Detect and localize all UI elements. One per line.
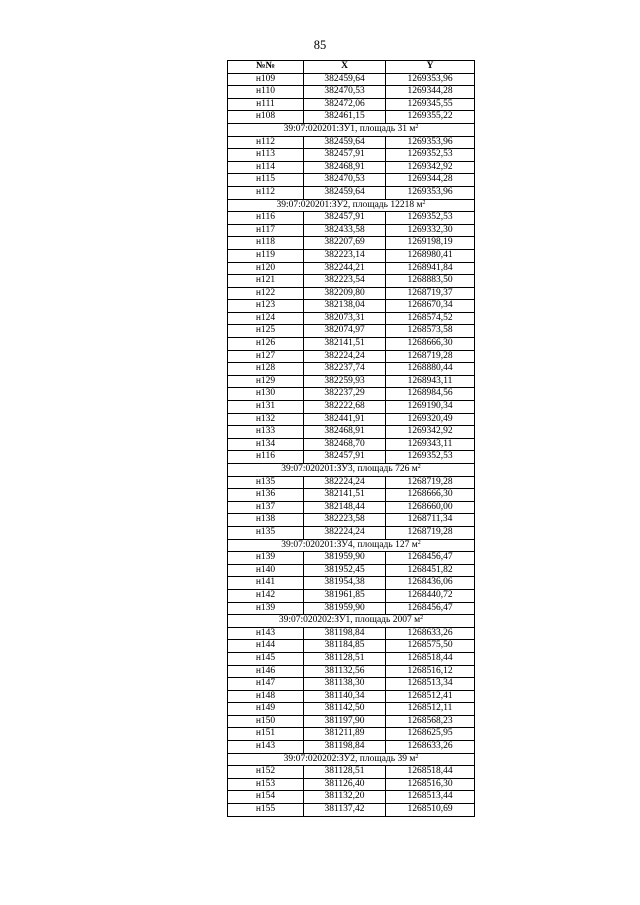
point-id-cell: н143: [228, 741, 304, 754]
point-id-cell: н109: [228, 73, 304, 86]
y-coordinate-cell: 1269343,11: [386, 438, 475, 451]
x-coordinate-cell: 382472,06: [304, 98, 386, 111]
table-row: [228, 149, 475, 162]
table-row: [228, 186, 475, 199]
point-id-cell: н127: [228, 350, 304, 363]
section-header-row: [228, 615, 475, 628]
x-coordinate-cell: 381184,85: [304, 640, 386, 653]
y-coordinate-cell: 1268440,72: [386, 589, 475, 602]
point-id-cell: н129: [228, 375, 304, 388]
point-id-cell: н146: [228, 665, 304, 678]
y-coordinate-cell: 1268516,30: [386, 778, 475, 791]
table-row: [228, 363, 475, 376]
point-id-cell: н114: [228, 161, 304, 174]
x-coordinate-cell: 381954,38: [304, 577, 386, 590]
parcel-section-label: [228, 123, 475, 136]
table-row: [228, 741, 475, 754]
table-row: [228, 212, 475, 225]
x-coordinate-cell: 382244,21: [304, 262, 386, 275]
point-id-cell: н122: [228, 287, 304, 300]
x-coordinate-cell: 382207,69: [304, 237, 386, 250]
table-row: [228, 552, 475, 565]
point-id-cell: н133: [228, 426, 304, 439]
x-coordinate-cell: 382148,44: [304, 501, 386, 514]
parcel-section-label: [228, 615, 475, 628]
y-coordinate-cell: 1269355,22: [386, 111, 475, 124]
x-coordinate-cell: 381197,90: [304, 715, 386, 728]
y-coordinate-cell: 1269320,49: [386, 413, 475, 426]
x-coordinate-cell: 382468,70: [304, 438, 386, 451]
table-row: [228, 98, 475, 111]
x-coordinate-cell: 382459,64: [304, 136, 386, 149]
table-row: [228, 438, 475, 451]
x-coordinate-cell: 382209,80: [304, 287, 386, 300]
x-coordinate-cell: 381137,42: [304, 804, 386, 817]
point-id-cell: н113: [228, 149, 304, 162]
y-coordinate-cell: 1269342,92: [386, 161, 475, 174]
y-coordinate-cell: 1269345,55: [386, 98, 475, 111]
x-coordinate-cell: 382073,31: [304, 312, 386, 325]
x-coordinate-cell: 381132,56: [304, 665, 386, 678]
y-coordinate-cell: 1268941,84: [386, 262, 475, 275]
y-coordinate-cell: 1269353,96: [386, 73, 475, 86]
x-coordinate-cell: 382223,14: [304, 249, 386, 262]
point-id-cell: н128: [228, 363, 304, 376]
y-coordinate-cell: 1268984,56: [386, 388, 475, 401]
y-coordinate-cell: 1268711,34: [386, 514, 475, 527]
y-coordinate-cell: 1268436,06: [386, 577, 475, 590]
section-header-row: [228, 539, 475, 552]
x-coordinate-cell: 381959,90: [304, 552, 386, 565]
y-coordinate-cell: 1268574,52: [386, 312, 475, 325]
y-coordinate-cell: 1268518,44: [386, 652, 475, 665]
x-coordinate-cell: 381138,30: [304, 678, 386, 691]
table-row: [228, 388, 475, 401]
table-row: [228, 111, 475, 124]
point-id-cell: н117: [228, 224, 304, 237]
x-coordinate-cell: 381211,89: [304, 728, 386, 741]
x-coordinate-cell: 382459,64: [304, 186, 386, 199]
point-id-cell: н145: [228, 652, 304, 665]
y-coordinate-cell: 1268660,00: [386, 501, 475, 514]
parcel-label-text: 39:07:020202:ЗУ2, площадь 39 м: [283, 753, 416, 764]
y-coordinate-cell: 1268880,44: [386, 363, 475, 376]
y-coordinate-cell: 1269342,92: [386, 426, 475, 439]
x-coordinate-cell: 382237,74: [304, 363, 386, 376]
y-coordinate-cell: 1268456,47: [386, 552, 475, 565]
point-id-cell: н115: [228, 174, 304, 187]
parcel-section-label: [228, 753, 475, 766]
table-row: [228, 652, 475, 665]
point-id-cell: н124: [228, 312, 304, 325]
point-id-cell: н144: [228, 640, 304, 653]
table-row: [228, 73, 475, 86]
x-coordinate-cell: 382259,93: [304, 375, 386, 388]
point-id-cell: н118: [228, 237, 304, 250]
point-id-cell: н149: [228, 703, 304, 716]
x-coordinate-cell: 382457,91: [304, 212, 386, 225]
table-row: [228, 564, 475, 577]
table-row: [228, 86, 475, 99]
x-coordinate-cell: 382470,53: [304, 86, 386, 99]
point-id-cell: н141: [228, 577, 304, 590]
table-body: [228, 73, 475, 816]
section-header-row: [228, 464, 475, 477]
y-coordinate-cell: 1269352,53: [386, 451, 475, 464]
x-coordinate-cell: 382461,15: [304, 111, 386, 124]
y-coordinate-cell: 1268980,41: [386, 249, 475, 262]
y-coordinate-cell: 1268568,23: [386, 715, 475, 728]
point-id-cell: н119: [228, 249, 304, 262]
table-row: [228, 640, 475, 653]
point-id-cell: н121: [228, 275, 304, 288]
point-id-cell: н132: [228, 413, 304, 426]
y-coordinate-cell: 1268512,11: [386, 703, 475, 716]
x-coordinate-cell: 382141,51: [304, 338, 386, 351]
x-coordinate-cell: 382468,91: [304, 161, 386, 174]
table-row: [228, 778, 475, 791]
y-coordinate-cell: 1268633,26: [386, 627, 475, 640]
y-coordinate-cell: 1269332,30: [386, 224, 475, 237]
x-coordinate-cell: 382470,53: [304, 174, 386, 187]
point-id-cell: н108: [228, 111, 304, 124]
table-row: [228, 375, 475, 388]
y-coordinate-cell: 1269344,28: [386, 86, 475, 99]
y-coordinate-cell: 1269344,28: [386, 174, 475, 187]
y-coordinate-cell: 1268719,28: [386, 526, 475, 539]
table-row: [228, 665, 475, 678]
parcel-label-text: 39:07:020201:ЗУ2, площадь 12218 м: [276, 199, 423, 210]
table-row: [228, 136, 475, 149]
section-header-row: [228, 123, 475, 136]
point-id-cell: н139: [228, 602, 304, 615]
y-coordinate-cell: 1269190,34: [386, 401, 475, 414]
x-coordinate-cell: 382459,64: [304, 73, 386, 86]
x-coordinate-cell: 382222,68: [304, 401, 386, 414]
y-coordinate-cell: 1268883,50: [386, 275, 475, 288]
y-coordinate-cell: 1268666,30: [386, 338, 475, 351]
y-coordinate-cell: 1268719,28: [386, 476, 475, 489]
x-coordinate-cell: 382468,91: [304, 426, 386, 439]
point-id-cell: н150: [228, 715, 304, 728]
table-header-row: [228, 61, 475, 74]
x-coordinate-cell: 382223,54: [304, 275, 386, 288]
point-id-cell: н130: [228, 388, 304, 401]
table-row: [228, 703, 475, 716]
area-unit-superscript: 2: [415, 753, 419, 760]
y-coordinate-cell: 1268719,37: [386, 287, 475, 300]
x-coordinate-cell: 381126,40: [304, 778, 386, 791]
area-unit-superscript: 2: [417, 464, 421, 470]
table-row: [228, 678, 475, 691]
point-id-cell: н131: [228, 401, 304, 414]
section-header-row: [228, 199, 475, 212]
x-coordinate-cell: 381128,51: [304, 766, 386, 779]
x-coordinate-cell: 382141,51: [304, 489, 386, 502]
table-row: [228, 627, 475, 640]
table-row: [228, 602, 475, 615]
x-coordinate-cell: 382457,91: [304, 451, 386, 464]
table-row: [228, 577, 475, 590]
page-number: 85: [313, 38, 327, 52]
y-coordinate-cell: 1268516,12: [386, 665, 475, 678]
x-coordinate-cell: 381198,84: [304, 627, 386, 640]
point-id-cell: н135: [228, 526, 304, 539]
point-id-cell: н111: [228, 98, 304, 111]
area-unit-superscript: 2: [420, 615, 424, 622]
area-unit-superscript: 2: [417, 539, 421, 546]
point-id-cell: н134: [228, 438, 304, 451]
table-row: [228, 161, 475, 174]
point-id-cell: н152: [228, 766, 304, 779]
point-id-cell: н136: [228, 489, 304, 502]
table-row: [228, 287, 475, 300]
table-row: [228, 312, 475, 325]
header-x: X: [304, 61, 386, 74]
x-coordinate-cell: 382074,97: [304, 325, 386, 338]
parcel-label-text: 39:07:020201:ЗУ4, площадь 127 м: [281, 539, 418, 550]
y-coordinate-cell: 1268633,26: [386, 741, 475, 754]
parcel-section-label: [228, 539, 475, 552]
x-coordinate-cell: 381142,50: [304, 703, 386, 716]
parcel-section-label: [228, 199, 475, 212]
table-row: [228, 300, 475, 313]
y-coordinate-cell: 1268943,11: [386, 375, 475, 388]
table-row: [228, 262, 475, 275]
y-coordinate-cell: 1268575,50: [386, 640, 475, 653]
point-id-cell: н137: [228, 501, 304, 514]
point-id-cell: н116: [228, 451, 304, 464]
parcel-section-label: [228, 464, 475, 477]
point-id-cell: н120: [228, 262, 304, 275]
x-coordinate-cell: 382441,91: [304, 413, 386, 426]
table-row: [228, 426, 475, 439]
table-row: [228, 338, 475, 351]
table-row: [228, 715, 475, 728]
header-point-number: №№: [228, 61, 304, 74]
point-id-cell: н110: [228, 86, 304, 99]
table-row: [228, 526, 475, 539]
x-coordinate-cell: 382223,58: [304, 514, 386, 527]
parcel-label-text: 39:07:020202:ЗУ1, площадь 2007 м: [278, 615, 421, 626]
table-row: [228, 766, 475, 779]
x-coordinate-cell: 382224,24: [304, 350, 386, 363]
point-id-cell: н151: [228, 728, 304, 741]
y-coordinate-cell: 1268573,58: [386, 325, 475, 338]
table-row: [228, 325, 475, 338]
area-unit-superscript: 2: [422, 199, 426, 206]
table-row: [228, 589, 475, 602]
coordinates-table: [227, 60, 475, 817]
table-row: [228, 350, 475, 363]
x-coordinate-cell: 381140,34: [304, 690, 386, 703]
y-coordinate-cell: 1269352,53: [386, 212, 475, 225]
y-coordinate-cell: 1269353,96: [386, 136, 475, 149]
point-id-cell: н126: [228, 338, 304, 351]
x-coordinate-cell: 381128,51: [304, 652, 386, 665]
point-id-cell: н153: [228, 778, 304, 791]
y-coordinate-cell: 1268670,34: [386, 300, 475, 313]
table-row: [228, 249, 475, 262]
y-coordinate-cell: 1268456,47: [386, 602, 475, 615]
table-row: [228, 476, 475, 489]
point-id-cell: н138: [228, 514, 304, 527]
area-unit-superscript: 2: [415, 123, 419, 130]
point-id-cell: н148: [228, 690, 304, 703]
point-id-cell: н116: [228, 212, 304, 225]
x-coordinate-cell: 381132,20: [304, 791, 386, 804]
point-id-cell: н112: [228, 186, 304, 199]
section-header-row: [228, 753, 475, 766]
parcel-label-text: 39:07:020201:ЗУ1, площадь 31 м: [283, 123, 416, 134]
table-row: [228, 224, 475, 237]
x-coordinate-cell: 381961,85: [304, 589, 386, 602]
point-id-cell: н125: [228, 325, 304, 338]
y-coordinate-cell: 1269198,19: [386, 237, 475, 250]
table-row: [228, 275, 475, 288]
y-coordinate-cell: 1269353,96: [386, 186, 475, 199]
table-row: [228, 489, 475, 502]
y-coordinate-cell: 1269352,53: [386, 149, 475, 162]
y-coordinate-cell: 1268510,69: [386, 804, 475, 817]
table-row: [228, 451, 475, 464]
table-row: [228, 804, 475, 817]
table-row: [228, 728, 475, 741]
y-coordinate-cell: 1268512,41: [386, 690, 475, 703]
x-coordinate-cell: 382457,91: [304, 149, 386, 162]
table-row: [228, 791, 475, 804]
point-id-cell: н142: [228, 589, 304, 602]
table-row: [228, 401, 475, 414]
y-coordinate-cell: 1268666,30: [386, 489, 475, 502]
x-coordinate-cell: 382433,58: [304, 224, 386, 237]
header-y: Y: [386, 61, 475, 74]
x-coordinate-cell: 381952,45: [304, 564, 386, 577]
point-id-cell: н155: [228, 804, 304, 817]
x-coordinate-cell: 382224,24: [304, 476, 386, 489]
y-coordinate-cell: 1268451,82: [386, 564, 475, 577]
table-row: [228, 174, 475, 187]
y-coordinate-cell: 1268513,34: [386, 678, 475, 691]
point-id-cell: н154: [228, 791, 304, 804]
table-row: [228, 413, 475, 426]
y-coordinate-cell: 1268719,28: [386, 350, 475, 363]
x-coordinate-cell: 382237,29: [304, 388, 386, 401]
point-id-cell: н143: [228, 627, 304, 640]
point-id-cell: н140: [228, 564, 304, 577]
point-id-cell: н112: [228, 136, 304, 149]
parcel-label-text: 39:07:020201:ЗУ3, площадь 726 м: [281, 464, 418, 474]
table-row: [228, 501, 475, 514]
point-id-cell: н135: [228, 476, 304, 489]
y-coordinate-cell: 1268518,44: [386, 766, 475, 779]
y-coordinate-cell: 1268625,95: [386, 728, 475, 741]
point-id-cell: н147: [228, 678, 304, 691]
table-row: [228, 690, 475, 703]
point-id-cell: н123: [228, 300, 304, 313]
x-coordinate-cell: 382224,24: [304, 526, 386, 539]
x-coordinate-cell: 381959,90: [304, 602, 386, 615]
point-id-cell: н139: [228, 552, 304, 565]
y-coordinate-cell: 1268513,44: [386, 791, 475, 804]
x-coordinate-cell: 382138,04: [304, 300, 386, 313]
table-row: [228, 237, 475, 250]
x-coordinate-cell: 381198,84: [304, 741, 386, 754]
table-row: [228, 514, 475, 527]
